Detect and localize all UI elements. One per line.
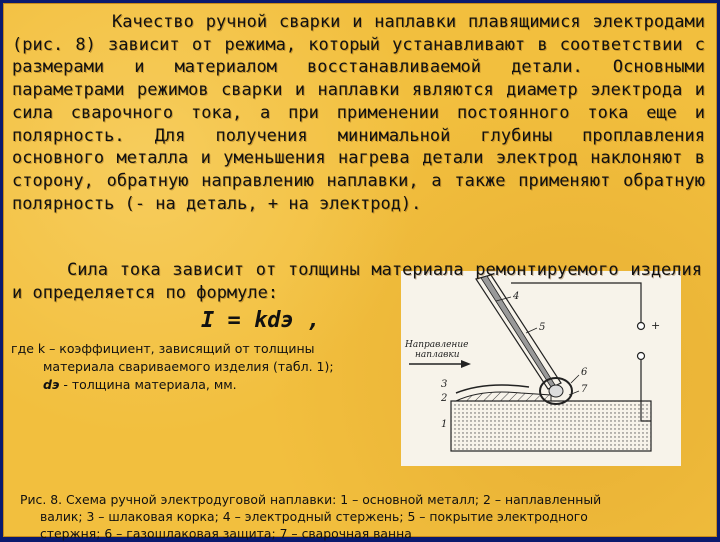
legend-line-k-cont: материала свариваемого изделия (табл. 1); bbox=[43, 359, 334, 374]
plus-sign: + bbox=[651, 319, 661, 332]
caption-line-1: Рис. 8. Схема ручной электродуговой наплавки: 1 – основной металл; 2 – наплавленный bbox=[20, 492, 602, 507]
label-4: 4 bbox=[513, 291, 520, 302]
direction-label-1: Направление bbox=[405, 340, 469, 350]
label-2: 2 bbox=[441, 393, 448, 404]
direction-label-2: наплавки bbox=[415, 350, 460, 360]
base-metal bbox=[451, 401, 651, 451]
leader-6 bbox=[571, 375, 579, 383]
caption-line-2: валик; 3 – шлаковая корка; 4 – электродный стержень; 5 – покрытие электродного bbox=[40, 509, 588, 524]
label-5: 5 bbox=[539, 322, 546, 333]
terminal-negative bbox=[638, 353, 645, 360]
formula: I = kdэ , bbox=[201, 308, 321, 333]
legend-line-k: где k – коэффициент, зависящий от толщины bbox=[11, 341, 315, 356]
label-3: 3 bbox=[441, 379, 448, 390]
leader-7 bbox=[569, 391, 579, 395]
weld-pool bbox=[549, 385, 563, 397]
slide bbox=[3, 3, 717, 541]
label-1: 1 bbox=[441, 419, 448, 430]
legend-line-d bbox=[11, 376, 396, 394]
direction-arrowhead bbox=[461, 360, 471, 368]
caption-line-3: стержня; 6 – газошлаковая защита; 7 – сварочная ванна bbox=[40, 526, 412, 541]
deposited-bead bbox=[456, 392, 551, 401]
terminal-positive bbox=[638, 323, 645, 330]
paragraph-welding-quality: Качество ручной сварки и наплавки плавящимися электродами (рис. 8) зависит от режима, который устанавливают в соответствии с размерами и материалом восстанавливаемой детали. Основными параметрами режимов сварки и наплавки являются диаметр электрода и сила сварочного тока, а при применении постоянного тока еще и полярность. Для получения минимальной глубины проплавления основного металла и уменьшения нагрева детали электрод наклоняют в сторону, обратную направлению наплавки, а также применяют обратную полярность (- на деталь, + на электрод). bbox=[12, 12, 705, 214]
label-7: 7 bbox=[581, 384, 588, 395]
legend-symbol-d: dэ bbox=[43, 377, 60, 392]
paragraph-current-formula: Сила тока зависит от толщины материала ремонтируемого изделия и определяется по формуле: bbox=[12, 260, 702, 303]
figure-caption bbox=[20, 491, 700, 542]
formula-legend bbox=[11, 340, 396, 394]
legend-d-text: - толщина материала, мм. bbox=[59, 377, 237, 392]
label-6: 6 bbox=[581, 367, 588, 378]
